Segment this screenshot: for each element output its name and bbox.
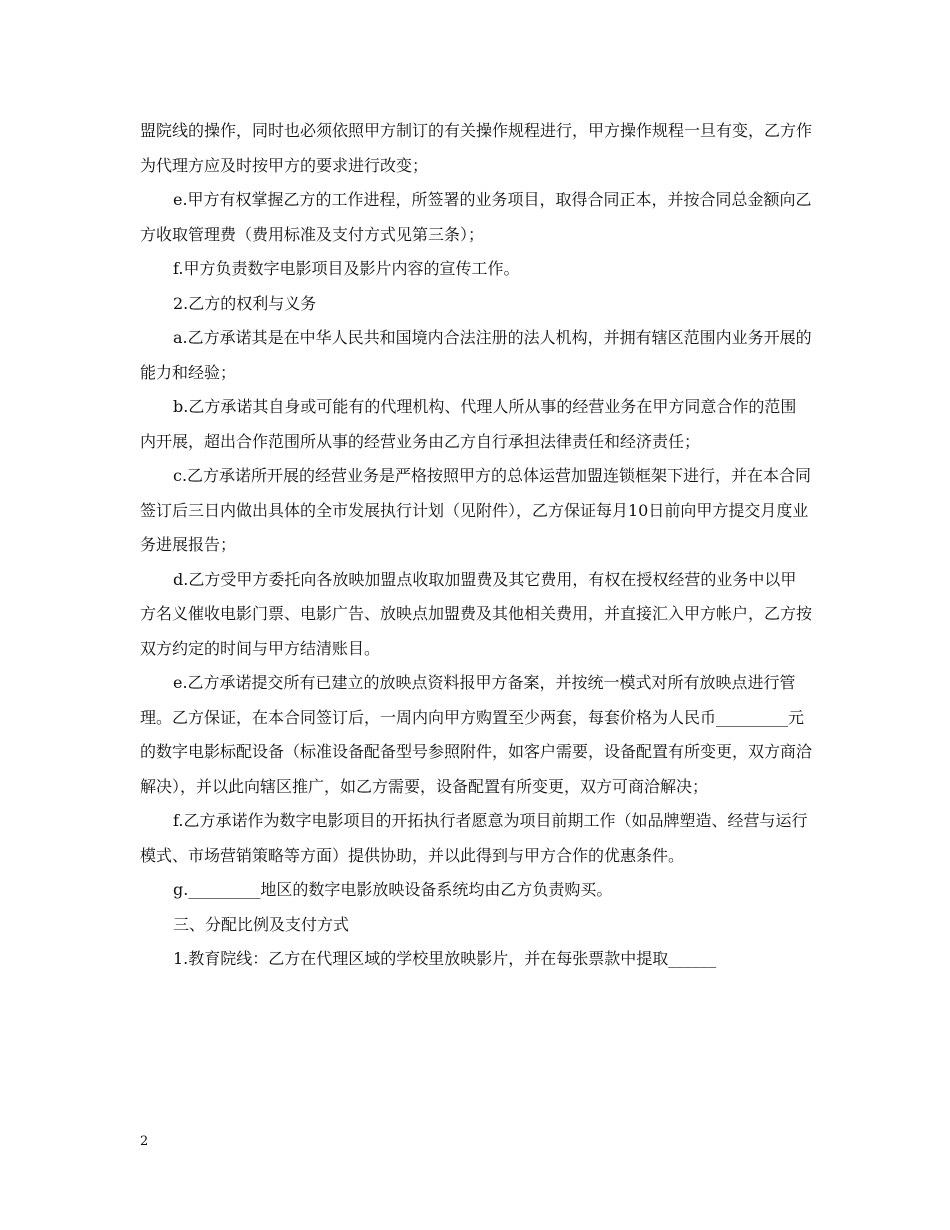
paragraph: e.甲方有权掌握乙方的工作进程，所签署的业务项目，取得合同正本，并按合同总金额向乙方收取管理费（费用标准及支付方式见第三条）； — [140, 190, 812, 244]
paragraph: f.甲方负责数字电影项目及影片内容的宣传工作。 — [173, 259, 520, 278]
section-heading: 三、分配比例及支付方式 — [173, 914, 350, 934]
paragraph: 盟院线的操作，同时也必须依照甲方制订的有关操作规程进行，甲方操作规程一旦有变，乙方作为代理方应及时按甲方的要求进行改变； — [140, 121, 813, 175]
paragraph: c.乙方承诺所开展的经营业务是严格按照甲方的总体运营加盟连锁框架下进行，并在本合同签订后三日内做出具体的全市发展执行计划（见附件），乙方保证每月10日前向甲方提交月度业务进展报告； — [140, 466, 812, 554]
document-body — [140, 114, 812, 977]
paragraph: g._________地区的数字电影放映设备系统均由乙方负责购买。 — [173, 880, 613, 899]
paragraph: a.乙方承诺其是在中华人民共和国境内合法注册的法人机构，并拥有辖区范围内业务开展的能力和经验； — [140, 328, 812, 382]
paragraph: d.乙方受甲方委托向各放映加盟点收取加盟费及其它费用，有权在授权经营的业务中以甲方名义催收电影门票、电影广告、放映点加盟费及其他相关费用，并直接汇入甲方帐户，乙方按双方约定的时间与甲方结清账目。 — [140, 569, 813, 658]
paragraph: b.乙方承诺其自身或可能有的代理机构、代理人所从事的经营业务在甲方同意合作的范围内开展，超出合作范围所从事的经营业务由乙方自行承担法律责任和经济责任； — [140, 397, 797, 451]
paragraph: f.乙方承诺作为数字电影项目的开拓执行者愿意为项目前期工作（如品牌塑造、经营与运行模式、市场营销策略等方面）提供协助，并以此得到与甲方合作的优惠条件。 — [140, 811, 808, 865]
section-heading: 2.乙方的权利与义务 — [173, 293, 317, 313]
paragraph: 1.教育院线：乙方在代理区域的学校里放映影片，并在每张票款中提取______ — [173, 949, 717, 968]
page-number: 2 — [140, 1134, 149, 1149]
paragraph: e.乙方承诺提交所有已建立的放映点资料报甲方备案，并按统一模式对所有放映点进行管理。乙方保证，在本合同签订后，一周内向甲方购置至少两套，每套价格为人民币_________元的数字电影标配设备（标准设备配备型号参照附件，如客户需要，设备配置有所变更，双方商洽解决），并以此向辖区推广，如乙方需要，设备配置有所变更，双方可商洽解决； — [140, 673, 813, 796]
